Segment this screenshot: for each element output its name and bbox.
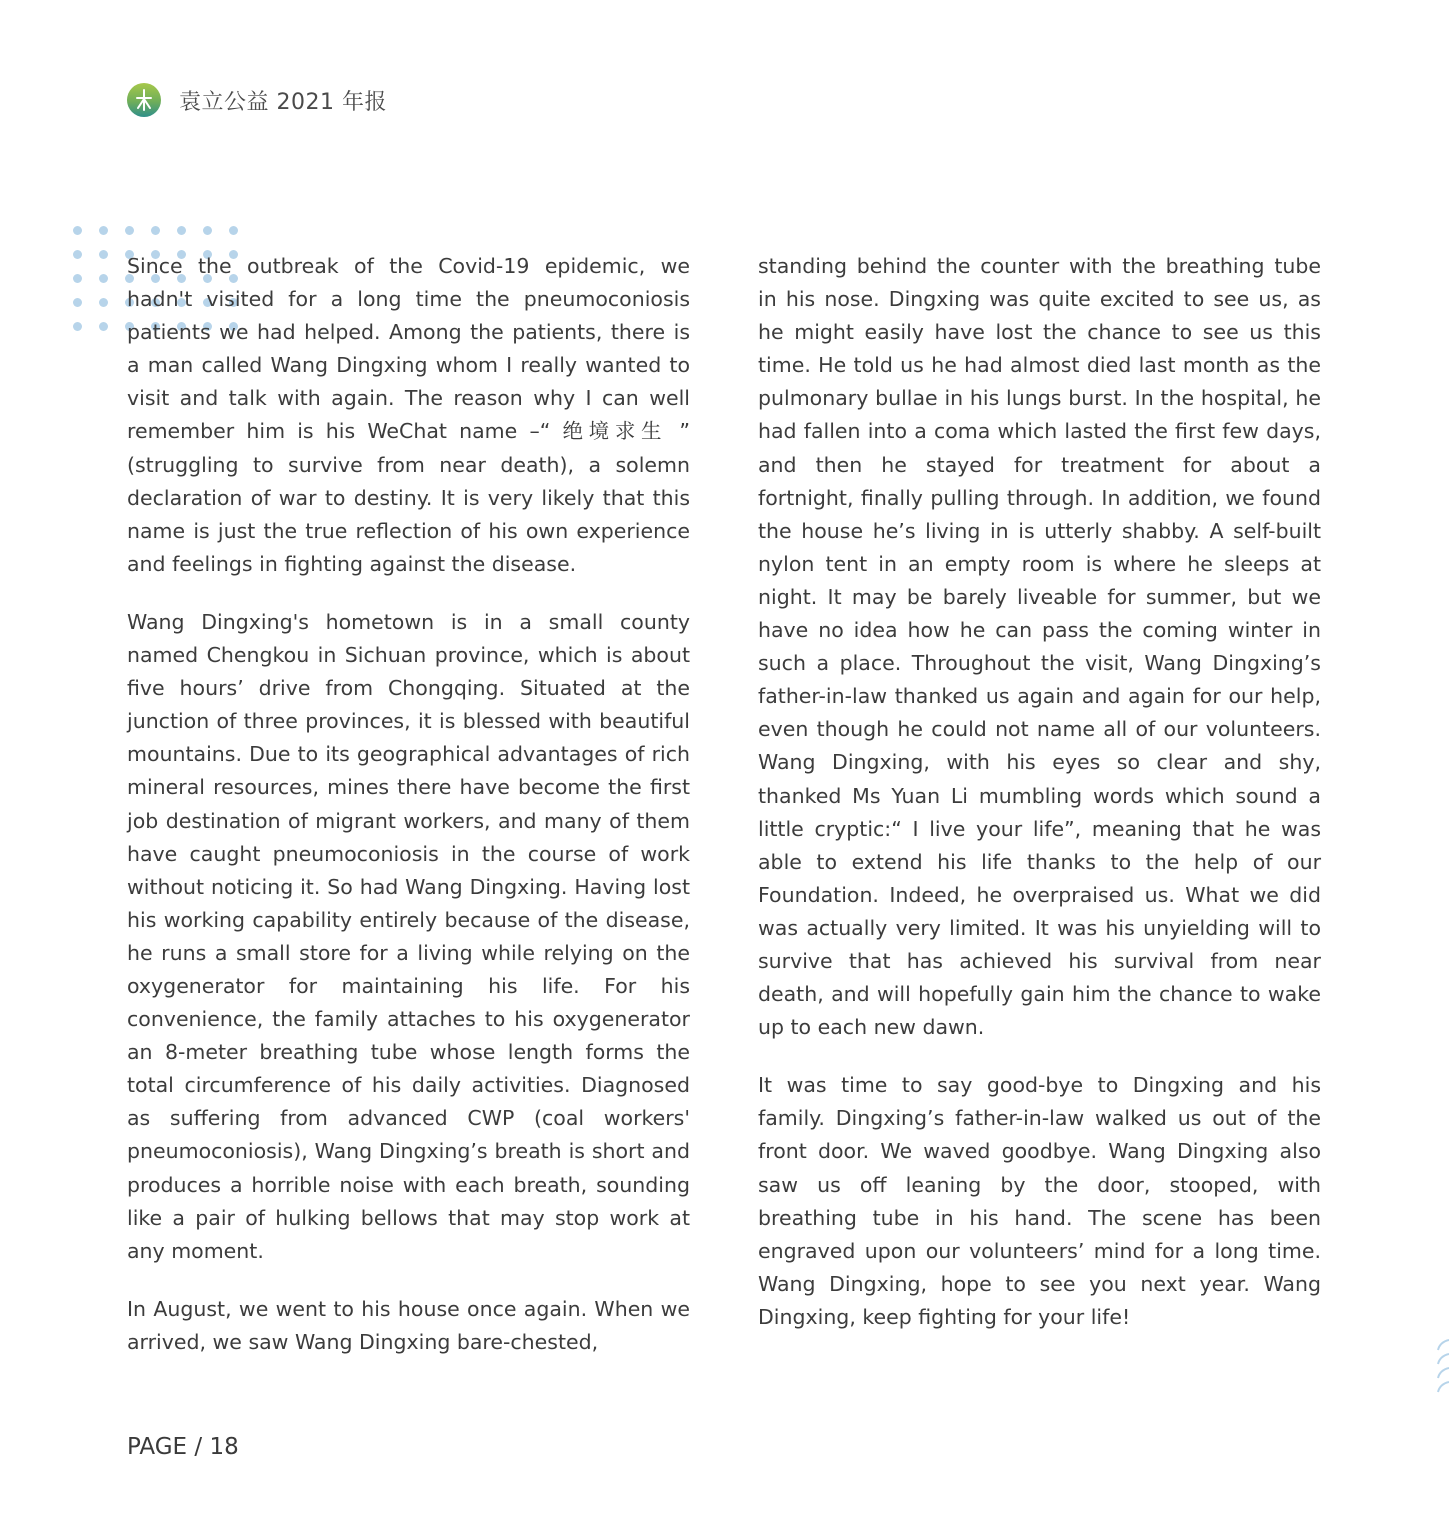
foundation-logo-icon: [127, 83, 161, 117]
page-header: [127, 82, 387, 118]
paragraph: Since the outbreak of the Covid-19 epidemic, we hadn't visited for a long time the pneumoconiosis patients we had helped. Among the patients, there is a man called Wang Dingxing whom I really wanted to visit and talk with again. The reason why I can well remember him is his WeChat name –“ 绝境求生 ” (struggling to survive from near death), a solemn declaration of war to destiny. It is very likely that this name is just the true reflection of his own experience and feelings in fighting against the disease.: [127, 254, 690, 576]
paragraph: Wang Dingxing's hometown is in a small county named Chengkou in Sichuan province, which is about five hours’ drive from Chongqing. Situated at the junction of three provinces, it is blessed with beautiful mountains. Due to its geographical advantages of rich mineral resources, mines there have become the first job destination of migrant workers, and many of them have caught pneumoconiosis in the course of work without noticing it. So had Wang Dingxing. Having lost his working capability entirely because of the disease, he runs a small store for a living while relying on the oxygenerator for maintaining his life. For his convenience, the family attaches to his oxygenerator an 8-meter breathing tube whose length forms the total circumference of his daily activities. Diagnosed as suffering from advanced CWP (coal workers' pneumoconiosis), Wang Dingxing’s breath is short and produces a horrible noise with each breath, sounding like a pair of hulking bellows that may stop work at any moment.: [127, 609, 690, 1263]
wave-lines-decoration: [1430, 1336, 1449, 1402]
paragraph: In August, we went to his house once again. When we arrived, we saw Wang Dingxing bare-chested,: [127, 1296, 690, 1354]
right-column: [758, 250, 1321, 1359]
page-number: PAGE / 18: [127, 1434, 239, 1460]
left-column: [127, 250, 690, 1384]
paragraph: standing behind the counter with the breathing tube in his nose. Dingxing was quite excited to see us, as he might easily have lost the chance to see us this time. He told us he had almost died last month as the pulmonary bullae in his lungs burst. In the hospital, he had fallen into a coma which lasted the first few days, and then he stayed for treatment for about a fortnight, finally pulling through. In addition, we found the house he’s living in is utterly shabby. A self-built nylon tent in an empty room is where he sleeps at night. It may be barely liveable for summer, but we have no idea how he can pass the coming winter in such a place. Throughout the visit, Wang Dingxing’s father-in-law thanked us again and again for our help, even though he could not name all of our volunteers. Wang Dingxing, with his eyes so clear and shy, thanked Ms Yuan Li mumbling words which sound a little cryptic:“ I live your life”, meaning that he was able to extend his life thanks to the help of our Foundation. Indeed, he overpraised us. What we did was actually very limited. It was his unyielding will to survive that has achieved his survival from near death, and will hopefully gain him the chance to wake up to each new dawn.: [758, 254, 1321, 1040]
paragraph: It was time to say good-bye to Dingxing and his family. Dingxing’s father-in-law walked us out of the front door. We waved goodbye. Wang Dingxing also saw us off leaning by the door, stooped, with breathing tube in his hand. The scene has been engraved upon our volunteers’ mind for a long time. Wang Dingxing, hope to see you next year. Wang Dingxing, keep fighting for your life!: [758, 1073, 1321, 1329]
report-title: 袁立公益 2021 年报: [179, 89, 387, 115]
